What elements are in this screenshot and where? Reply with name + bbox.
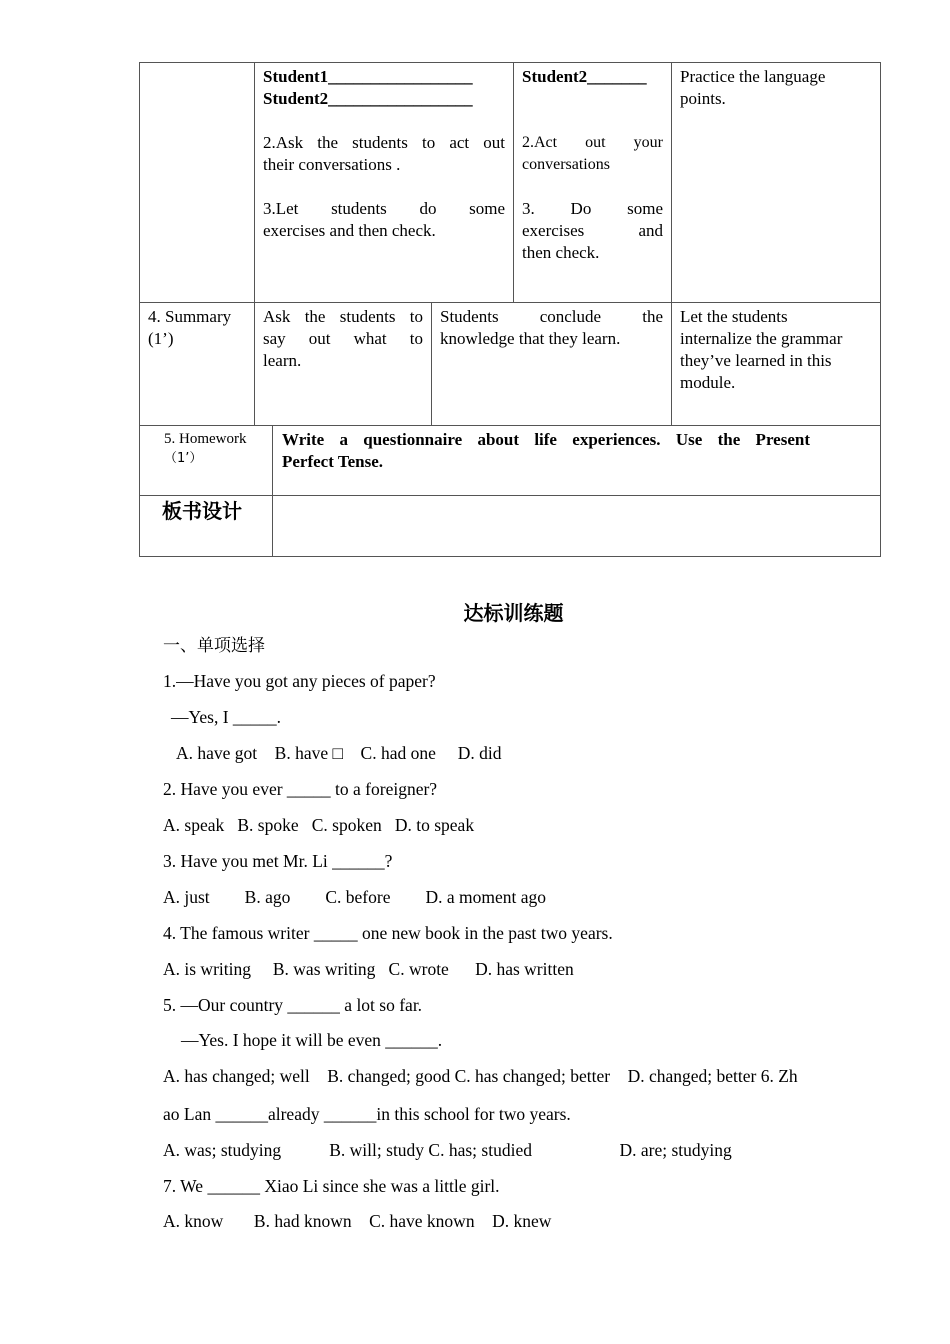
teacher-student2-line: Student2_________________ bbox=[263, 89, 473, 108]
student-step2-line-b: conversations bbox=[522, 156, 610, 173]
exercise-title: 达标训练题 bbox=[463, 601, 564, 625]
lesson-plan-table bbox=[139, 62, 881, 557]
summary-purpose-line-c: they’ve learned in this bbox=[680, 351, 832, 370]
question-5: 5. —Our country ______ a lot so far. bbox=[163, 995, 423, 1015]
summary-student-line-b: knowledge that they learn. bbox=[440, 329, 621, 348]
homework-stage-line-b: （1’） bbox=[164, 451, 203, 466]
row1-stage-cell bbox=[139, 62, 254, 302]
student-step3-line-c: then check. bbox=[522, 243, 600, 262]
question-2: 2. Have you ever _____ to a foreigner? bbox=[163, 779, 438, 799]
question-6-continued: ao Lan ______already ______in this school for two years. bbox=[163, 1104, 571, 1124]
row3-homework-cell bbox=[273, 426, 880, 495]
student-step3-line-b: exercises and bbox=[522, 221, 663, 240]
homework-stage-line-a: 5. Homework bbox=[164, 431, 247, 447]
question-7-options: A. know B. had known C. have known D. knew bbox=[163, 1211, 552, 1231]
row2-purpose-cell bbox=[672, 303, 880, 425]
teacher-student1-line: Student1_________________ bbox=[263, 67, 473, 86]
summary-teacher-line-a: Ask the students to bbox=[263, 307, 423, 326]
question-5-answer-line: —Yes. I hope it will be even ______. bbox=[181, 1030, 443, 1050]
homework-content-line-a: Write a questionnaire about life experiences. Use the Present bbox=[282, 430, 810, 449]
summary-purpose-line-b: internalize the grammar bbox=[680, 329, 843, 348]
summary-student-line-a: Students conclude the bbox=[440, 307, 663, 326]
homework-content-line-b: Perfect Tense. bbox=[282, 452, 384, 471]
summary-stage-line-a: 4. Summary bbox=[148, 307, 232, 326]
row2-student-cell bbox=[432, 303, 671, 425]
question-4: 4. The famous writer _____ one new book in the past two years. bbox=[163, 923, 613, 943]
row1-teacher-cell bbox=[255, 63, 513, 302]
question-4-options: A. is writing B. was writing C. wrote D. has written bbox=[163, 959, 574, 979]
purpose-line-a: Practice the language bbox=[680, 67, 826, 86]
section-heading: 一、单项选择 bbox=[163, 636, 265, 656]
row1-student-cell bbox=[514, 63, 671, 302]
row2-stage-cell bbox=[140, 303, 254, 425]
question-7: 7. We ______ Xiao Li since she was a little girl. bbox=[163, 1176, 500, 1196]
summary-purpose-line-d: module. bbox=[680, 373, 736, 392]
student-step2-line-a: 2.Act out your bbox=[522, 134, 663, 151]
row3-stage-cell bbox=[140, 426, 272, 495]
board-design-label: 板书设计 bbox=[162, 499, 242, 523]
row4-board-cell bbox=[273, 496, 880, 556]
teacher-step2-line-b: their conversations . bbox=[263, 155, 401, 174]
summary-purpose-line-a: Let the students bbox=[680, 307, 788, 326]
question-1: 1.—Have you got any pieces of paper? bbox=[163, 671, 436, 691]
question-1-options: A. have got B. have □ C. had one D. did bbox=[176, 743, 502, 763]
question-6-options: A. was; studying B. will; study C. has; studied D. are; studying bbox=[163, 1140, 732, 1160]
summary-teacher-line-b: say out what to bbox=[263, 329, 423, 348]
question-5-options: A. has changed; well B. changed; good C. has changed; better D. changed; better 6. Zh bbox=[163, 1066, 798, 1086]
row2-teacher-cell bbox=[255, 303, 431, 425]
teacher-step2-line-a: 2.Ask the students to act out bbox=[263, 133, 505, 152]
question-3: 3. Have you met Mr. Li ______? bbox=[163, 851, 393, 871]
student-step3-line-a: 3. Do some bbox=[522, 199, 663, 218]
question-1-answer-line: —Yes, I _____. bbox=[171, 707, 282, 727]
summary-stage-line-b: (1’) bbox=[148, 329, 174, 348]
teacher-step3-line-b: exercises and then check. bbox=[263, 221, 436, 240]
question-2-options: A. speak B. spoke C. spoken D. to speak bbox=[163, 815, 475, 835]
student-student2-line: Student2_______ bbox=[522, 67, 647, 86]
purpose-line-b: points. bbox=[680, 89, 726, 108]
row1-purpose-cell bbox=[672, 63, 880, 302]
question-3-options: A. just B. ago C. before D. a moment ago bbox=[163, 887, 547, 907]
summary-teacher-line-c: learn. bbox=[263, 351, 302, 370]
row4-label-cell bbox=[140, 496, 272, 556]
teacher-step3-line-a: 3.Let students do some bbox=[263, 199, 505, 218]
